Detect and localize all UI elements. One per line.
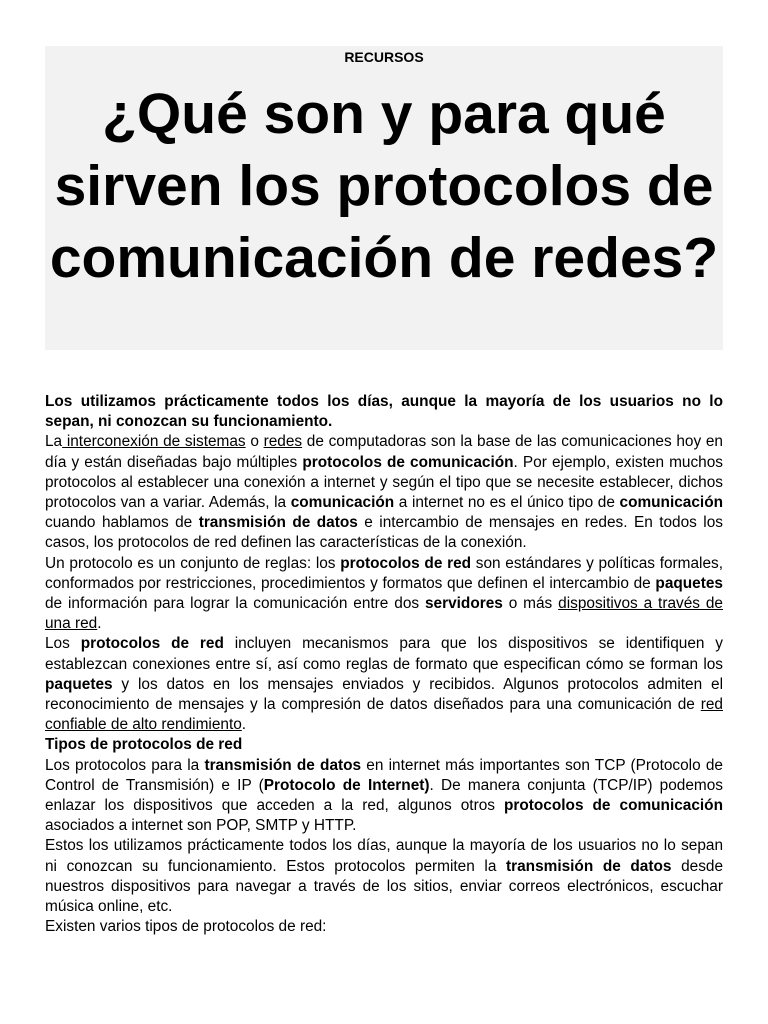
paragraph-types-intro: Existen varios tipos de protocolos de red: bbox=[45, 918, 327, 936]
text-run: . De manera conjunta (TCP/IP) podemos enlazar los dispositivos que acceden a la red, algunos otros bbox=[45, 776, 723, 815]
bold-term: protocolos de red bbox=[340, 554, 472, 572]
text-run: . bbox=[97, 615, 102, 633]
bold-term: comunicación bbox=[619, 494, 723, 512]
subheading-text: Tipos de protocolos de red bbox=[45, 736, 243, 754]
text-run: de información para lograr la comunicación entre dos bbox=[45, 595, 425, 613]
title-banner bbox=[45, 46, 723, 350]
link-redes[interactable]: redes bbox=[263, 433, 303, 451]
text-run: e intercambio de mensajes en redes. En todos los casos, los protocolos de red definen las características de la conexión. bbox=[45, 514, 723, 552]
bold-term: protocolos de comunicación bbox=[503, 797, 723, 815]
text-run: desde nuestros dispositivos para navegar a través de los sitios, enviar correos electrónicos, escuchar música online, etc. bbox=[45, 857, 724, 916]
bold-term: transmisión de datos bbox=[204, 756, 362, 774]
paragraph-daily-use bbox=[45, 836, 723, 917]
bold-term: Protocolo de Internet) bbox=[263, 776, 430, 794]
text-run: son estándares y políticas formales, conformados por restricciones, procedimientos y formatos que definen el intercambio de bbox=[45, 554, 723, 592]
link-interconexion-de-sistemas[interactable]: interconexión de sistemas bbox=[62, 433, 246, 451]
bold-term: paquetes bbox=[45, 675, 113, 693]
subheading bbox=[45, 735, 723, 755]
article-body bbox=[45, 392, 723, 937]
bold-term: transmisión de datos bbox=[198, 514, 358, 532]
text-run: incluyen mecanismos para que los dispositivos se identifiquen y establezcan conexiones entre sí, así como reglas de formato que especifican cómo se forman los bbox=[45, 635, 724, 673]
paragraph-protocol-definition bbox=[45, 554, 723, 635]
paragraph-mechanisms bbox=[45, 634, 723, 735]
bold-term: protocolos de red bbox=[80, 635, 224, 653]
text-run: . bbox=[241, 716, 247, 734]
text-run: de computadoras son la base de las comunicaciones hoy en día y están diseñadas bajo múltiples bbox=[45, 433, 723, 471]
section-label: RECURSOS bbox=[344, 49, 424, 65]
text-run: asociados a internet son POP, SMTP y HTTP. bbox=[45, 817, 357, 835]
bold-term: protocolos de comunicación bbox=[302, 453, 514, 471]
text-run: Los protocolos para la bbox=[45, 756, 205, 774]
text-run: La bbox=[45, 433, 63, 451]
paragraph-tcp-ip bbox=[45, 756, 723, 837]
link-red-confiable[interactable]: red confiable de alto rendimiento bbox=[45, 696, 723, 734]
bold-term: comunicación bbox=[290, 494, 395, 512]
text-run: en internet más importantes son TCP (Protocolo de Control de Transmisión) e IP ( bbox=[45, 756, 723, 794]
text-run: . Por ejemplo, existen muchos protocolos al establecer una conexión a internet y según el tipo que se necesite establecer, dichos protocolos van a variar. Además, la bbox=[45, 453, 723, 512]
lead-paragraph bbox=[45, 392, 723, 432]
text-run: o bbox=[245, 433, 264, 451]
page-title: ¿Qué son y para qué sirven los protocolos de comunicación de redes? bbox=[49, 82, 719, 290]
bold-term: paquetes bbox=[655, 574, 723, 592]
text-run: Estos los utilizamos prácticamente todos los días, aunque la mayoría de los usuarios no lo sepan ni conozcan su funcionamiento. Estos protocolos permiten la bbox=[45, 837, 723, 875]
paragraph-interconnection bbox=[45, 432, 723, 553]
text-run: a internet no es el único tipo de bbox=[394, 494, 620, 512]
text-run: y los datos en los mensajes enviados y recibidos. Algunos protocolos admiten el reconocimiento de mensajes y la compresión de datos diseñados para una comunicación de bbox=[45, 675, 723, 714]
lead-text: Los utilizamos prácticamente todos los días, aunque la mayoría de los usuarios no lo sepan, ni conozcan su funcionamiento. bbox=[45, 393, 723, 431]
text-run: cuando hablamos de bbox=[45, 514, 199, 532]
bold-term: transmisión de datos bbox=[506, 857, 672, 875]
link-dispositivos-red[interactable]: dispositivos a través de una red bbox=[45, 595, 723, 633]
text-run: Los bbox=[45, 635, 81, 653]
text-run: Un protocolo es un conjunto de reglas: los bbox=[45, 554, 341, 572]
text-run: o más bbox=[502, 595, 559, 613]
bold-term: servidores bbox=[424, 595, 503, 613]
